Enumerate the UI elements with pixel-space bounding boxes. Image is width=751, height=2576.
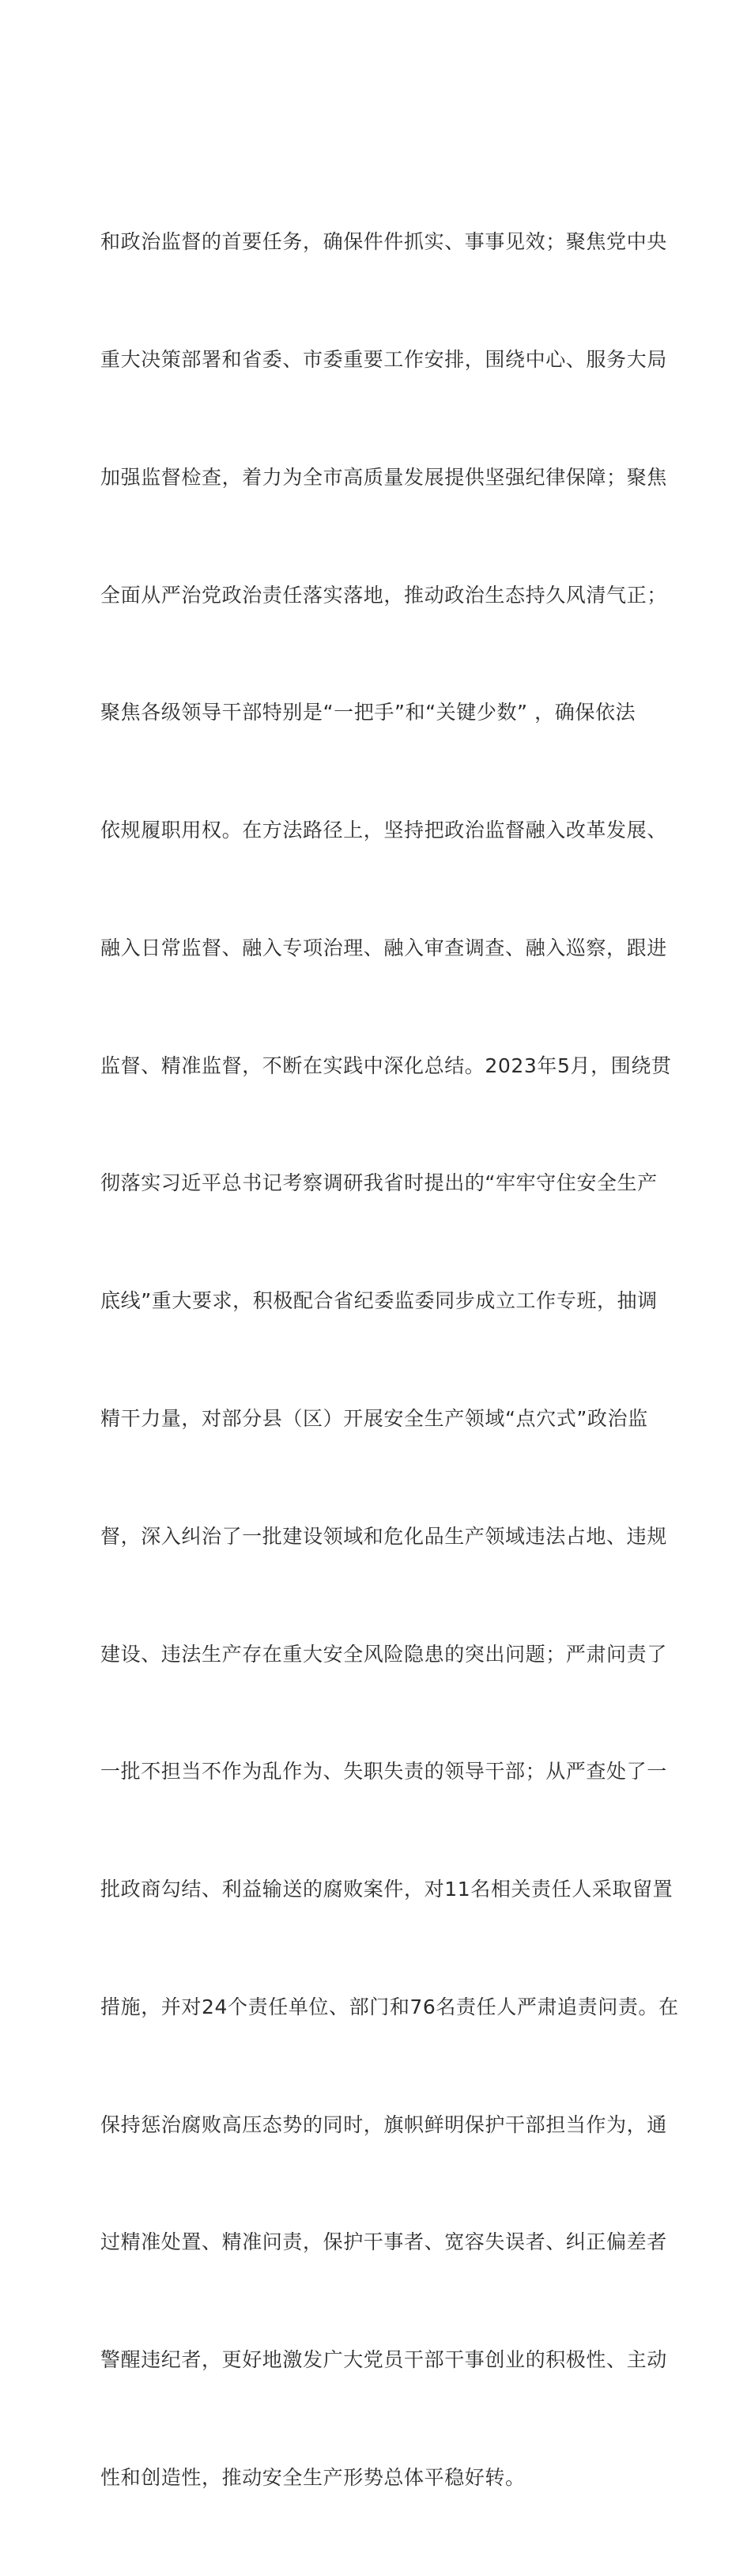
text-line: 过精准处置、精准问责，保护干事者、宽容失误者、纠正偏差者 xyxy=(100,2230,667,2254)
text-line: 建设、违法生产存在重大安全风险隐患的突出问题；严肃问责了 xyxy=(100,1642,667,1666)
text-line: 性和创造性，推动安全生产形势总体平稳好转。 xyxy=(100,2466,526,2490)
text-line: 保持惩治腐败高压态势的同时，旗帜鲜明保护干部担当作为，通 xyxy=(100,2113,667,2136)
text-line: 和政治监督的首要任务，确保件件抓实、事事见效；聚焦党中央 xyxy=(100,230,667,254)
text-line: 聚焦各级领导干部特别是“一把手”和“关键少数” ，确保依法 xyxy=(100,701,636,724)
text-line: 重大决策部署和省委、市委重要工作安排，围绕中心、服务大局 xyxy=(100,347,667,371)
text-line: 全面从严治党政治责任落实落地，推动政治生态持久风清气正； xyxy=(100,583,667,607)
text-line: 依规履职用权。在方法路径上，坚持把政治监督融入改革发展、 xyxy=(100,819,667,842)
text-line: 精干力量，对部分县（区）开展安全生产领域“点穴式”政治监 xyxy=(100,1407,648,1430)
text-line: 警醒违纪者，更好地激发广大党员干部干事创业的积极性、主动 xyxy=(100,2348,667,2372)
text-line: 加强监督检查，着力为全市高质量发展提供坚强纪律保障；聚焦 xyxy=(100,465,667,489)
body-paragraph xyxy=(100,144,685,2576)
text-line: 底线”重大要求，积极配合省纪委监委同步成立工作专班，抽调 xyxy=(100,1289,658,1313)
text-line: 措施，并对24个责任单位、部门和76名责任人严肃追责问责。在 xyxy=(100,1995,679,2018)
text-line: 融入日常监督、融入专项治理、融入审查调查、融入巡察，跟进 xyxy=(100,936,667,959)
text-line: 彻落实习近平总书记考察调研我省时提出的“牢牢守住安全生产 xyxy=(100,1171,658,1195)
text-line: 批政商勾结、利益输送的腐败案件，对11名相关责任人采取留置 xyxy=(100,1878,674,1901)
text-line: 督，深入纠治了一批建设领域和危化品生产领域违法占地、违规 xyxy=(100,1524,667,1548)
text-line: 监督、精准监督，不断在实践中深化总结。2023年5月，围绕贯 xyxy=(100,1053,672,1077)
text-line: 一批不担当不作为乱作为、失职失责的领导干部；从严查处了一 xyxy=(100,1760,667,1784)
